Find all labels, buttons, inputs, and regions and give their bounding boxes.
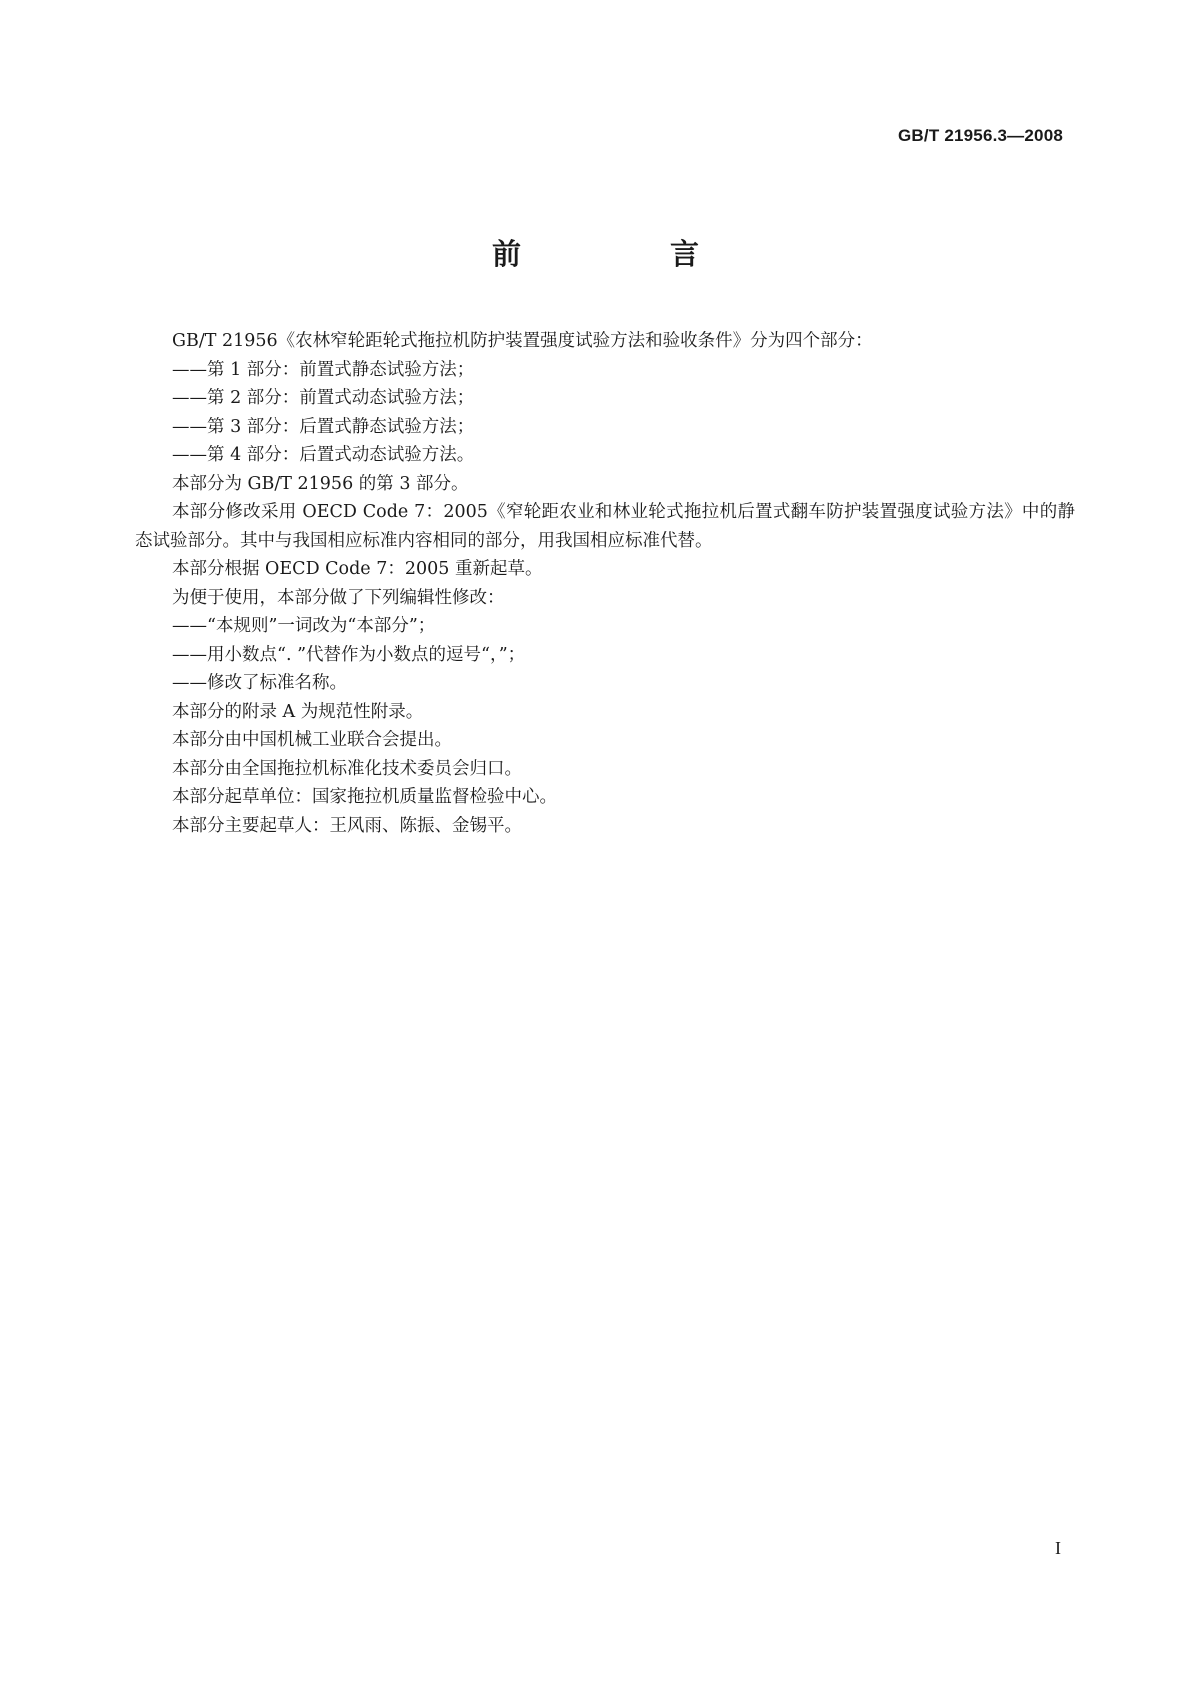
paragraph-annex: 本部分的附录 A 为规范性附录。: [172, 701, 424, 722]
paragraph-drafting-unit: 本部分起草单位：国家拖拉机质量监督检验中心。: [172, 787, 557, 807]
list-item-part-1: ——第 1 部分：前置式静态试验方法；: [172, 359, 475, 380]
paragraph-intro: GB/T 21956《农林窄轮距轮式拖拉机防护装置强度试验方法和验收条件》分为四个部分：: [172, 331, 873, 351]
page-number: I: [1055, 1538, 1061, 1558]
standard-number: GB/T 21956.3—2008: [898, 126, 1063, 145]
paragraph-adoption: 本部分修改采用 OECD Code 7：2005《窄轮距农业和林业轮式拖拉机后置式翻车防护装置强度试验方法》中的静态试验部分。其中与我国相应标准内容相同的部分，用我国相应标准代替。: [135, 502, 1075, 551]
paragraph-redrafted: 本部分根据 OECD Code 7：2005 重新起草。: [172, 559, 543, 579]
paragraph-proposed-by: 本部分由中国机械工业联合会提出。: [172, 730, 452, 750]
list-item-edit-3: ——修改了标准名称。: [172, 673, 347, 693]
list-item-part-3: ——第 3 部分：后置式静态试验方法；: [172, 416, 475, 437]
paragraph-drafters: 本部分主要起草人：王风雨、陈振、金锡平。: [172, 815, 522, 836]
list-item-edit-2: ——用小数点“. ”代替作为小数点的逗号“，”；: [172, 644, 526, 665]
page-title: 前 言: [491, 237, 759, 271]
list-item-part-4: ——第 4 部分：后置式动态试验方法。: [172, 445, 475, 465]
list-item-edit-1: ——“本规则”一词改为“本部分”；: [172, 616, 436, 636]
foreword-body: [135, 327, 1075, 840]
paragraph-centralized-by: 本部分由全国拖拉机标准化技术委员会归口。: [172, 758, 522, 779]
list-item-part-2: ——第 2 部分：前置式动态试验方法；: [172, 388, 475, 408]
paragraph-editorial-intro: 为便于使用，本部分做了下列编辑性修改：: [172, 587, 505, 608]
paragraph-this-part: 本部分为 GB/T 21956 的第 3 部分。: [172, 473, 469, 494]
